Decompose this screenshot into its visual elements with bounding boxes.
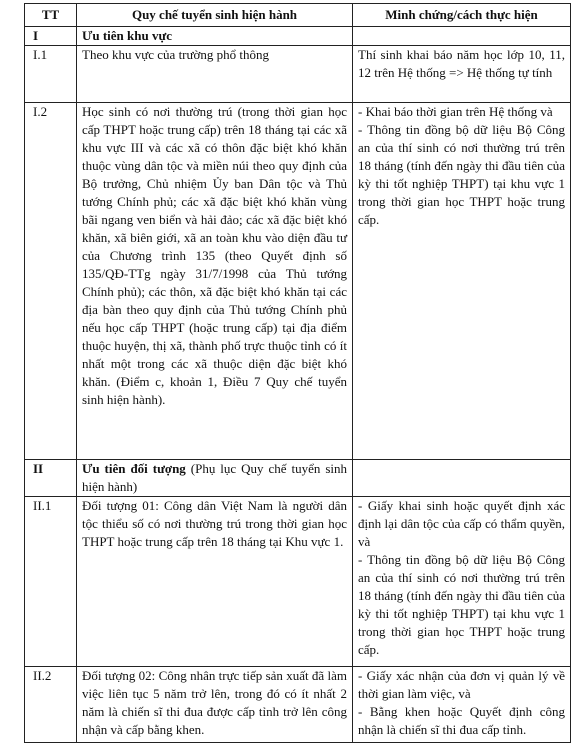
table-header-row: [25, 4, 571, 27]
section-empty-cell: [353, 460, 571, 497]
row-number: II.1: [25, 497, 77, 667]
evidence-item: - Khai báo thời gian trên Hệ thống và: [358, 104, 553, 119]
header-evidence: Minh chứng/cách thực hiện: [353, 4, 571, 27]
admission-priority-table: [24, 3, 571, 743]
row-number: II.2: [25, 667, 77, 743]
section-row-subject: [25, 460, 571, 497]
section-title-suffix: (Phụ lục Quy chế tuyển sinh hiện hành): [82, 461, 348, 494]
rule-cell: Theo khu vực của trường phổ thông: [77, 46, 353, 103]
table-row: [25, 46, 571, 103]
section-number: I: [25, 27, 77, 46]
rule-cell: Đối tượng 01: Công dân Việt Nam là người dân tộc thiểu số có nơi thường trú trong thời gian học THPT hoặc trung cấp trên 18 tháng tại Khu vực 1.: [77, 497, 353, 667]
table-row: [25, 103, 571, 460]
row-number: I.2: [25, 103, 77, 460]
rule-cell: Học sinh có nơi thường trú (trong thời gian học cấp THPT hoặc trung cấp) trên 18 tháng tại các xã khu vực III và các xã có thôn đặc biệt khó khăn thuộc vùng dân tộc và miền núi theo quy định của Bộ trưởng, Chủ nhiệm Ủy ban Dân tộc và Thủ tướng Chính phủ; các xã đặc biệt khó khăn vùng bãi ngang ven biển và hải đảo; các xã đặc biệt khó khăn, xã biên giới, xã an toàn khu vào diện đầu tư của Chương trình 135 (theo Quyết định số 135/QĐ-TTg ngày 31/7/1998 của Thủ tướng Chính phủ); các thôn, xã đặc biệt khó khăn tại các địa bàn theo quy định của Thủ tướng Chính phủ nếu học cấp THPT (hoặc trung cấp) tại địa điểm thuộc huyện, thị xã, thành phố trực thuộc tỉnh có ít nhất một trong các xã thuộc diện đặc biệt khó khăn. (Điểm c, khoản 1, Điều 7 Quy chế tuyển sinh hiện hành).: [77, 103, 353, 460]
evidence-cell: [353, 667, 571, 743]
evidence-item: Thí sinh khai báo năm học lớp 10, 11, 12 trên Hệ thống => Hệ thống tự tính: [358, 47, 565, 80]
evidence-cell: [353, 103, 571, 460]
header-rule: Quy chế tuyển sinh hiện hành: [77, 4, 353, 27]
table-row: [25, 497, 571, 667]
section-number: II: [25, 460, 77, 497]
section-title: Ưu tiên khu vực: [82, 28, 173, 43]
evidence-item: - Giấy xác nhận của đơn vị quản lý về thời gian làm việc, và: [358, 668, 565, 701]
evidence-item: - Thông tin đồng bộ dữ liệu Bộ Công an của thí sinh có nơi thường trú trên 18 tháng (tính đến ngày thi đầu tiên của kỳ thi tốt nghiệp THPT) tại khu vực 1 trong thời gian học THPT hoặc trung cấp.: [358, 122, 565, 227]
section-row-region: [25, 27, 571, 46]
evidence-item: - Bằng khen hoặc Quyết định công nhận là chiến sĩ thi đua cấp tỉnh.: [358, 704, 565, 737]
section-title: Ưu tiên đối tượng: [82, 461, 186, 476]
section-title-cell: [77, 460, 353, 497]
evidence-item: - Thông tin đồng bộ dữ liệu Bộ Công an của thí sinh có nơi thường trú trên 18 tháng (tính đến ngày thi đầu tiên của kỳ thi tốt nghiệp THPT) tại khu vực 1 trong thời gian học THPT hoặc trung cấp.: [358, 552, 565, 657]
document-page: [24, 3, 570, 743]
row-number: I.1: [25, 46, 77, 103]
evidence-cell: [353, 497, 571, 667]
header-tt: TT: [25, 4, 77, 27]
rule-cell: Đối tượng 02: Công nhân trực tiếp sản xuất đã làm việc liên tục 5 năm trở lên, trong đó có ít nhất 2 năm là chiến sĩ thi đua được cấp tỉnh trở lên công nhận và cấp bằng khen.: [77, 667, 353, 743]
section-title-cell: [77, 27, 353, 46]
evidence-cell: [353, 46, 571, 103]
evidence-item: - Giấy khai sinh hoặc quyết định xác định lại dân tộc của cấp có thẩm quyền, và: [358, 498, 565, 549]
section-empty-cell: [353, 27, 571, 46]
table-row: [25, 667, 571, 743]
